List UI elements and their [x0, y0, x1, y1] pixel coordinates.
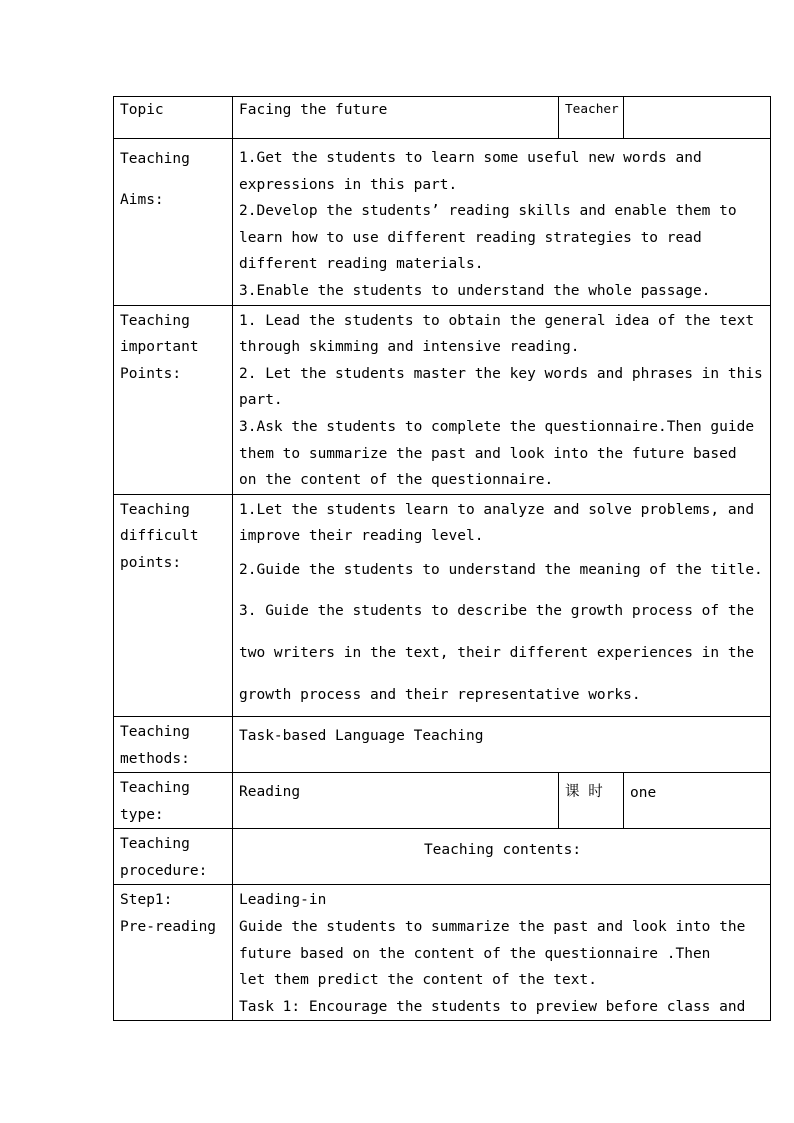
topic-label: Topic	[114, 97, 233, 139]
important-points-content	[233, 305, 771, 494]
difficult-points-content	[233, 494, 771, 716]
procedure-label	[114, 829, 233, 885]
step1-content	[233, 885, 771, 1021]
step1-row	[114, 885, 771, 1021]
type-value: Reading	[233, 773, 559, 829]
methods-value: Task-based Language Teaching	[233, 716, 771, 772]
step1-line-4: let them predict the content of the text.	[239, 972, 597, 989]
difficult-line-3: 2.Guide the students to understand the meaning of the title.	[239, 561, 763, 578]
type-row	[114, 773, 771, 829]
topic-row	[114, 97, 771, 139]
difficult-line-4: 3. Guide the students to describe the growth process of the	[239, 602, 755, 619]
type-label-line-1: Teaching	[120, 780, 190, 797]
difficult-label-line-1: Teaching	[120, 501, 190, 518]
difficult-line-2: improve their reading level.	[239, 528, 484, 545]
aims-line-3: 2.Develop the students’ reading skills and enable them to	[239, 203, 737, 220]
step1-line-5: Task 1: Encourage the students to preview before class and	[239, 998, 746, 1015]
step1-line-1: Leading-in	[239, 892, 327, 909]
procedure-row	[114, 829, 771, 885]
important-line-4: part.	[239, 392, 283, 409]
step1-label	[114, 885, 233, 1021]
lesson-plan-table	[113, 96, 771, 1021]
important-label-line-1: Teaching	[120, 312, 190, 329]
difficult-label-line-2: difficult	[120, 528, 199, 545]
aims-label-line-2: Aims:	[120, 192, 164, 208]
difficult-label-line-3: points:	[120, 554, 182, 571]
important-points-label	[114, 305, 233, 494]
topic-value: Facing the future	[233, 97, 559, 139]
aims-row	[114, 139, 771, 306]
type-label	[114, 773, 233, 829]
methods-row	[114, 716, 771, 772]
important-points-row	[114, 305, 771, 494]
important-line-6: them to summarize the past and look into the future based	[239, 445, 737, 462]
important-line-2: through skimming and intensive reading.	[239, 339, 580, 356]
methods-label-line-2: methods:	[120, 750, 190, 767]
aims-line-5: different reading materials.	[239, 256, 484, 273]
aims-line-4: learn how to use different reading strategies to read	[239, 229, 702, 246]
procedure-value: Teaching contents:	[233, 829, 771, 885]
difficult-line-6: growth process and their representative works.	[239, 686, 641, 703]
teacher-label: Teacher	[559, 97, 624, 139]
step1-label-line-1: Step1:	[120, 892, 173, 909]
type-label-line-2: type:	[120, 806, 164, 823]
aims-line-2: expressions in this part.	[239, 176, 458, 193]
methods-label	[114, 716, 233, 772]
difficult-line-5: two writers in the text, their different experiences in the	[239, 644, 755, 661]
teacher-value	[624, 97, 771, 139]
difficult-line-1: 1.Let the students learn to analyze and solve problems, and	[239, 501, 755, 518]
important-line-7: on the content of the questionnaire.	[239, 472, 554, 489]
step1-line-2: Guide the students to summarize the past and look into the	[239, 919, 746, 936]
important-label-line-2: important	[120, 339, 199, 356]
important-label-line-3: Points:	[120, 365, 182, 382]
period-value: one	[624, 773, 771, 829]
step1-label-line-2: Pre-reading	[120, 919, 217, 936]
aims-label	[114, 139, 233, 306]
step1-line-3: future based on the content of the questionnaire .Then	[239, 945, 711, 962]
period-label: 课 时	[559, 773, 624, 829]
important-line-3: 2. Let the students master the key words and phrases in this	[239, 365, 763, 382]
important-line-1: 1. Lead the students to obtain the general idea of the text	[239, 312, 755, 329]
procedure-label-line-2: procedure:	[120, 862, 208, 879]
difficult-points-label	[114, 494, 233, 716]
important-line-5: 3.Ask the students to complete the questionnaire.Then guide	[239, 418, 755, 435]
difficult-points-row	[114, 494, 771, 716]
aims-label-line-1: Teaching	[120, 151, 190, 167]
aims-line-1: 1.Get the students to learn some useful new words and	[239, 150, 702, 166]
aims-line-6: 3.Enable the students to understand the whole passage.	[239, 282, 711, 299]
aims-content	[233, 139, 771, 306]
methods-label-line-1: Teaching	[120, 723, 190, 740]
procedure-label-line-1: Teaching	[120, 836, 190, 853]
